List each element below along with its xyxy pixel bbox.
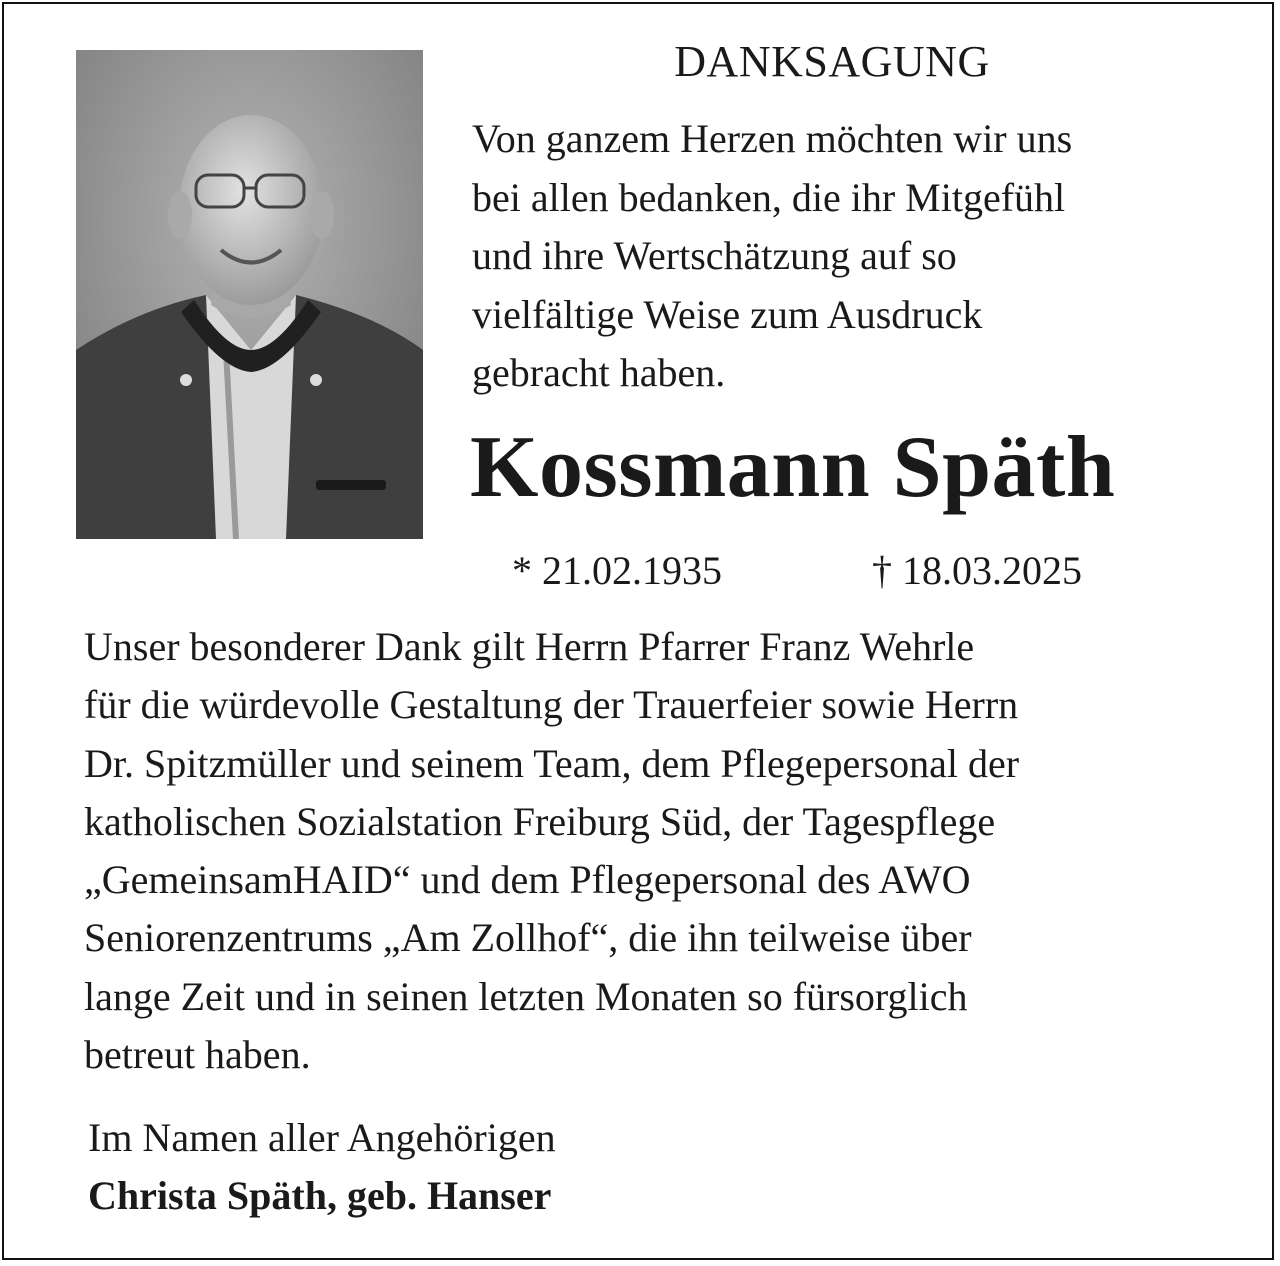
intro-line: Von ganzem Herzen möchten wir uns [472, 116, 1073, 161]
intro-line: und ihre Wertschätzung auf so [472, 233, 957, 278]
thanks-line: für die würdevolle Gestaltung der Trauerfeier sowie Herrn [84, 682, 1019, 728]
intro-line: gebracht haben. [472, 350, 726, 395]
thanks-line: Dr. Spitzmüller und seinem Team, dem Pflegepersonal der [84, 740, 1020, 786]
thanks-line: Unser besonderer Dank gilt Herrn Pfarrer Franz Wehrle [84, 624, 975, 669]
thanks-line: betreut haben. [84, 1032, 311, 1078]
closing-line: Im Namen aller Angehörigen [88, 1115, 556, 1160]
thanks-line: lange Zeit und in seinen letzten Monaten so fürsorglich [84, 973, 968, 1019]
thanks-line: Seniorenzentrums „Am Zollhof“, die ihn teilweise über [84, 915, 972, 961]
intro-text [472, 110, 1232, 403]
portrait-icon [76, 50, 423, 539]
birth-date: * 21.02.1935 [512, 548, 722, 593]
heading-danksagung: DANKSAGUNG [674, 37, 990, 86]
deceased-name: Kossmann Späth [470, 419, 1116, 516]
thanks-text [84, 618, 1234, 1084]
signatory-name: Christa Späth, geb. Hanser [88, 1173, 552, 1218]
thanks-line: katholischen Sozialstation Freiburg Süd, der Tagespflege [84, 798, 996, 844]
death-date: † 18.03.2025 [872, 548, 1082, 593]
thanks-line: „GemeinsamHAID“ und dem Pflegepersonal des AWO [84, 857, 971, 903]
intro-line: vielfältige Weise zum Ausdruck [472, 291, 983, 337]
intro-line: bei allen bedanken, die ihr Mitgefühl [472, 174, 1066, 220]
portrait-photo [76, 50, 423, 539]
